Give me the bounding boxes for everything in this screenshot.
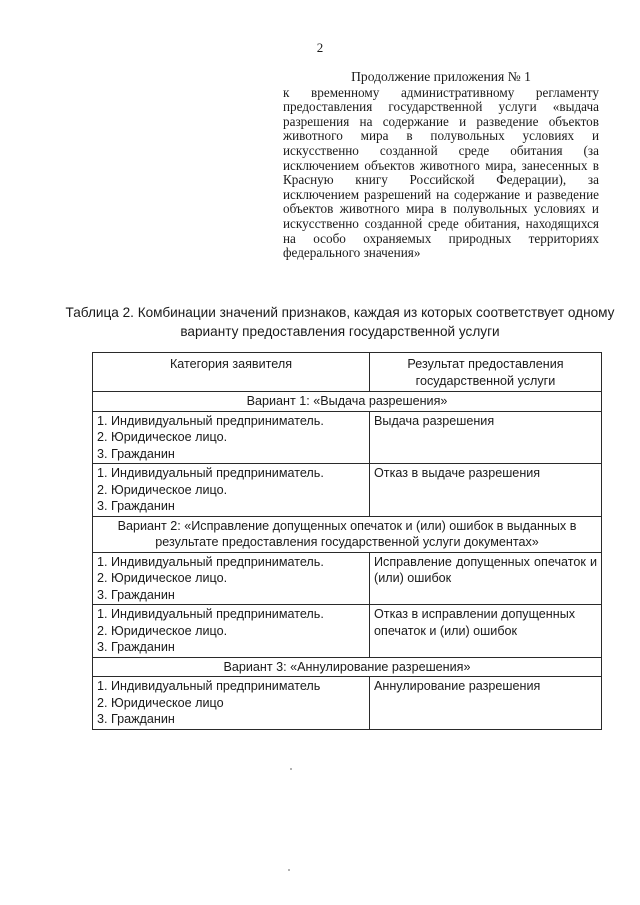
annex-body: к временному административному регламенту предоставления государственной услуги «выдача разрешения на содержание и разведение объектов животного мира в полувольных условиях и искусственно созданной среде обитания (за исключением объектов животного мира, занесенных в Красную книгу Российской Федерации), за исключением разрешений на содержание и разведение объектов животного мира в полувольных условиях и искусственно созданной среде обитания, находящихся на особо охраняемых природных территориях федерального значения» bbox=[283, 84, 599, 261]
table-header-row bbox=[93, 353, 602, 392]
variant-1-title: Вариант 1: «Выдача разрешения» bbox=[93, 392, 602, 412]
applicant-list bbox=[93, 677, 370, 730]
header-applicant-category: Категория заявителя bbox=[93, 353, 370, 392]
applicant-list bbox=[93, 411, 370, 464]
annex-header bbox=[283, 70, 599, 261]
applicant-item: 1. Индивидуальный предприниматель. bbox=[97, 466, 324, 480]
variant-title-row bbox=[93, 392, 602, 412]
applicant-item: 2. Юридическое лицо. bbox=[97, 482, 228, 497]
applicant-item: 2. Юридическое лицо bbox=[97, 695, 224, 710]
applicant-item: 2. Юридическое лицо. bbox=[97, 430, 228, 444]
variant-3-title: Вариант 3: «Аннулирование разрешения» bbox=[93, 657, 602, 677]
table-row bbox=[93, 411, 602, 464]
applicant-item: 3. Гражданин bbox=[97, 499, 175, 513]
applicant-item: 1. Индивидуальный предприниматель. bbox=[97, 607, 324, 621]
variant-2-title: Вариант 2: «Исправление допущенных опечаток и (или) ошибок в выданных в результате предоставления государственной услуги документах» bbox=[93, 516, 602, 552]
header-service-result: Результат предоставления государственной услуги bbox=[370, 353, 602, 392]
result-cell: Отказ в выдаче разрешения bbox=[370, 464, 602, 517]
result-cell: Аннулирование разрешения bbox=[370, 677, 602, 730]
applicant-list bbox=[93, 605, 370, 658]
table-row bbox=[93, 464, 602, 517]
applicant-list bbox=[93, 464, 370, 517]
table-caption: Таблица 2. Комбинации значений признаков, каждая из которых соответствует одному варианту предоставления государственной услуги bbox=[65, 305, 615, 339]
applicant-item: 1. Индивидуальный предприниматель bbox=[97, 679, 321, 693]
result-cell: Выдача разрешения bbox=[370, 411, 602, 464]
variant-title-row bbox=[93, 516, 602, 552]
annex-title: Продолжение приложения № 1 bbox=[351, 69, 531, 84]
result-cell: Отказ в исправлении допущенных опечаток и (или) ошибок bbox=[370, 605, 602, 658]
scan-speck bbox=[290, 768, 292, 770]
table-row bbox=[93, 605, 602, 658]
table-row bbox=[93, 552, 602, 605]
applicant-item: 2. Юридическое лицо. bbox=[97, 623, 228, 638]
applicant-item: 1. Индивидуальный предприниматель. bbox=[97, 413, 324, 428]
variants-table bbox=[92, 352, 602, 730]
applicant-item: 2. Юридическое лицо. bbox=[97, 571, 228, 585]
applicant-item: 3. Гражданин bbox=[97, 640, 175, 654]
table-row bbox=[93, 677, 602, 730]
result-cell: Исправление допущенных опечаток и (или) ошибок bbox=[370, 552, 602, 605]
applicant-item: 1. Индивидуальный предприниматель. bbox=[97, 554, 324, 569]
applicant-item: 3. Гражданин bbox=[97, 446, 175, 461]
variant-title-row bbox=[93, 657, 602, 677]
page-number: 2 bbox=[316, 40, 324, 55]
applicant-item: 3. Гражданин bbox=[97, 712, 175, 726]
scan-speck bbox=[288, 869, 290, 871]
applicant-list bbox=[93, 552, 370, 605]
applicant-item: 3. Гражданин bbox=[97, 587, 175, 602]
